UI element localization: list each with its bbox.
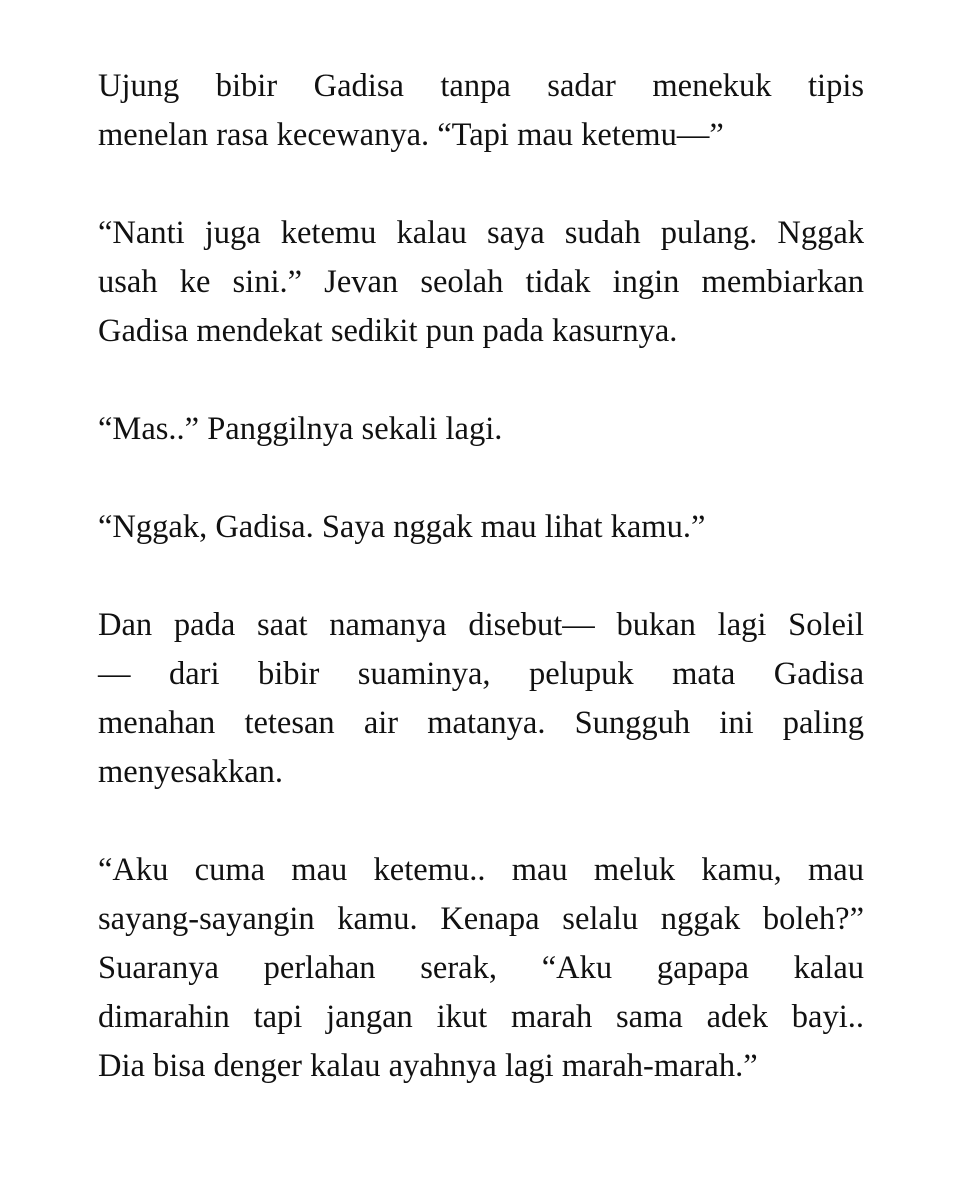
paragraph-2 — [98, 209, 864, 356]
text-line: — dari bibir suaminya, pelupuk mata Gadisa — [98, 656, 864, 692]
paragraph-4 — [98, 503, 864, 552]
paragraph-6 — [98, 846, 864, 1091]
text-line: “Aku cuma mau ketemu.. mau meluk kamu, mau — [98, 852, 864, 888]
text-line: usah ke sini.” Jevan seolah tidak ingin membiarkan — [98, 264, 864, 300]
text-line: Suaranya perlahan serak, “Aku gapapa kalau — [98, 950, 864, 986]
text-line: menahan tetesan air matanya. Sungguh ini paling — [98, 705, 864, 741]
text-line: menelan rasa kecewanya. “Tapi mau ketemu—” — [98, 117, 724, 153]
text-line: “Mas..” Panggilnya sekali lagi. — [98, 411, 503, 447]
paragraph-3 — [98, 405, 864, 454]
text-line: menyesakkan. — [98, 754, 284, 790]
text-line: dimarahin tapi jangan ikut marah sama adek bayi.. — [98, 999, 864, 1035]
paragraph-1 — [98, 62, 864, 160]
text-line: sayang-sayangin kamu. Kenapa selalu nggak boleh?” — [98, 901, 864, 937]
text-line: “Nggak, Gadisa. Saya nggak mau lihat kamu.” — [98, 509, 706, 545]
paragraph-5 — [98, 601, 864, 797]
story-text — [98, 62, 864, 1091]
text-line: Dia bisa denger kalau ayahnya lagi marah-marah.” — [98, 1048, 758, 1084]
text-line: Gadisa mendekat sedikit pun pada kasurnya. — [98, 313, 678, 349]
text-line: “Nanti juga ketemu kalau saya sudah pulang. Nggak — [98, 215, 864, 251]
text-line: Ujung bibir Gadisa tanpa sadar menekuk tipis — [98, 68, 864, 104]
text-line: Dan pada saat namanya disebut— bukan lagi Soleil — [98, 607, 864, 643]
